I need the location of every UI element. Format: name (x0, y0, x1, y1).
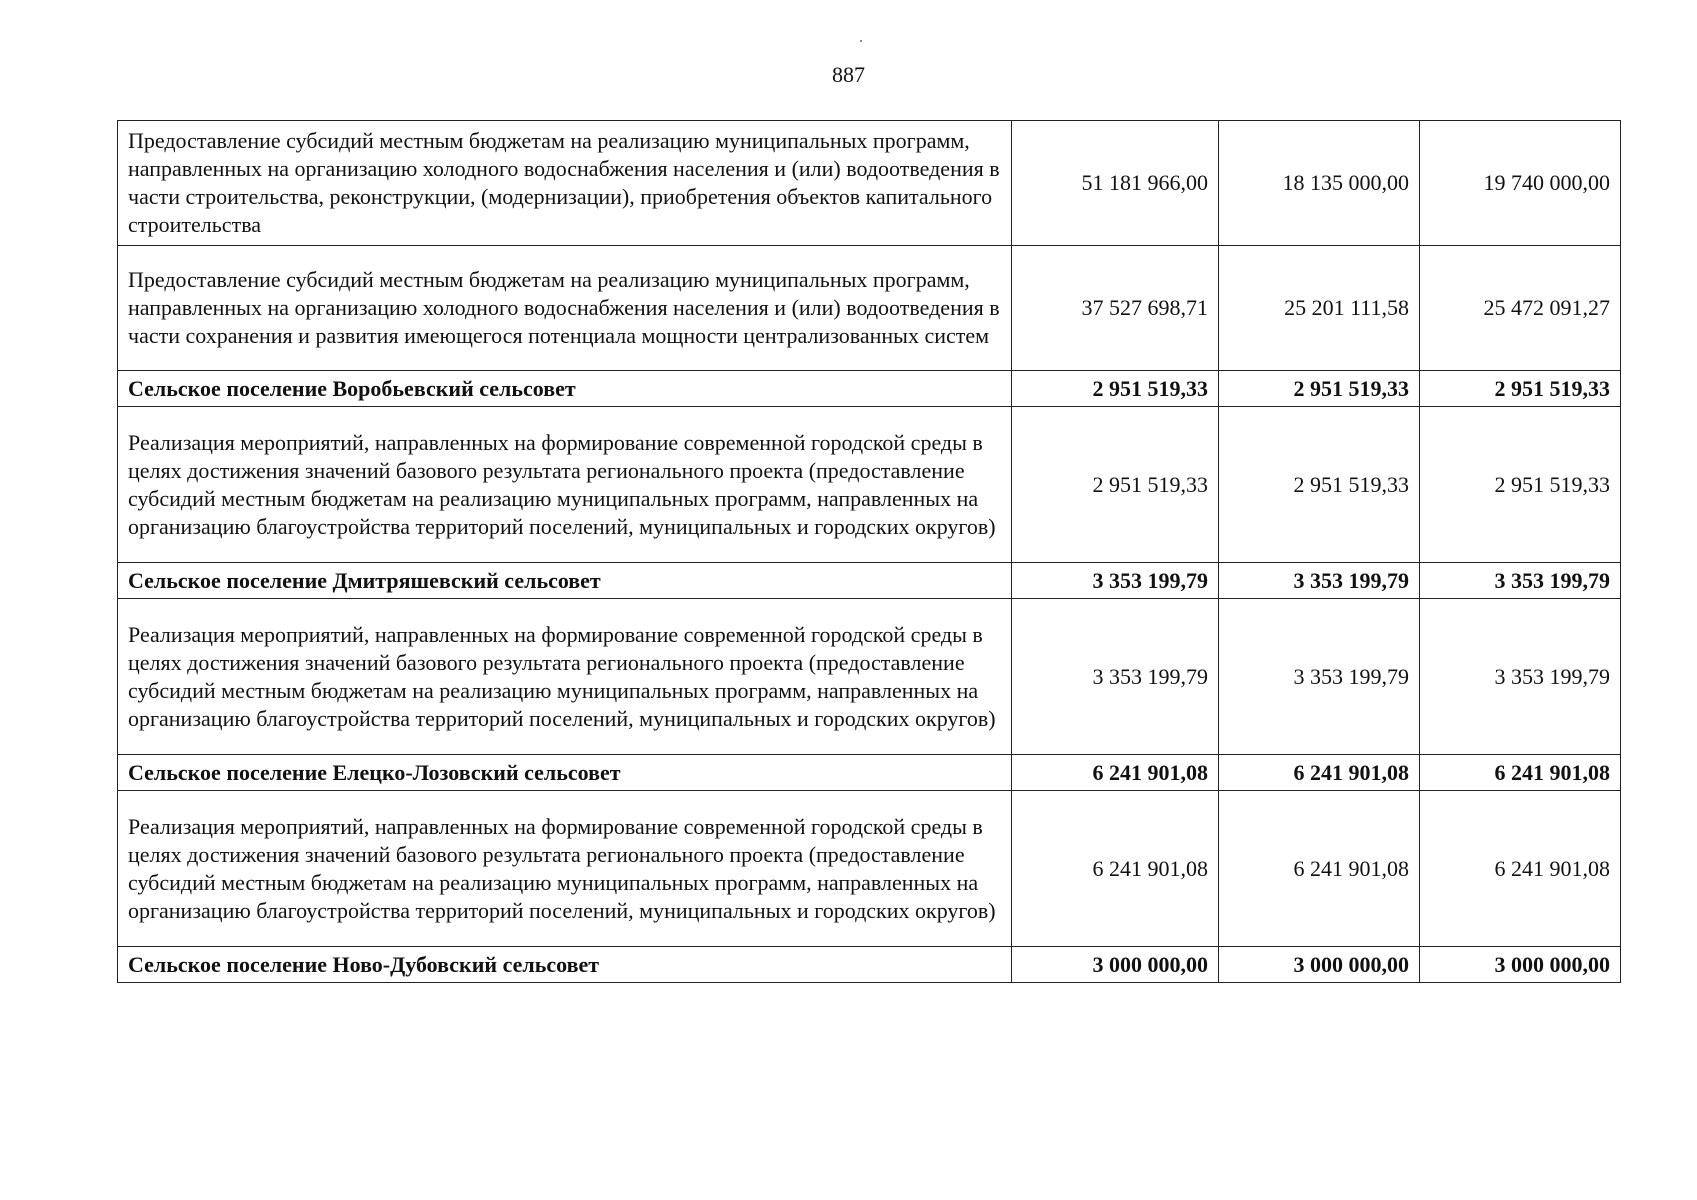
row-value-2: 6 241 901,08 (1219, 791, 1420, 947)
row-value-2: 3 000 000,00 (1219, 947, 1420, 983)
row-value-2: 25 201 111,58 (1219, 246, 1420, 371)
row-value-3: 2 951 519,33 (1420, 407, 1621, 563)
row-value-3: 3 353 199,79 (1420, 599, 1621, 755)
table-row (118, 599, 1621, 755)
row-value-1: 37 527 698,71 (1012, 246, 1219, 371)
table-row (118, 407, 1621, 563)
scan-speck (860, 40, 862, 42)
row-value-1: 3 353 199,79 (1012, 563, 1219, 599)
row-value-2: 3 353 199,79 (1219, 563, 1420, 599)
row-value-3: 6 241 901,08 (1420, 791, 1621, 947)
row-value-3: 19 740 000,00 (1420, 121, 1621, 246)
row-description: Реализация мероприятий, направленных на формирование современной городской среды в целях достижения значений базового результата регионального проекта (предоставление субсидий местным бюджетам на реализацию муниципальных программ, направленных на организацию благоустройства территорий поселений, муниципальных и городских округов) (118, 791, 1012, 947)
row-value-2: 6 241 901,08 (1219, 755, 1420, 791)
budget-table (117, 120, 1621, 983)
row-value-2: 18 135 000,00 (1219, 121, 1420, 246)
row-value-1: 51 181 966,00 (1012, 121, 1219, 246)
table-row-total (118, 947, 1621, 983)
page-number: 887 (832, 62, 865, 87)
row-value-1: 2 951 519,33 (1012, 371, 1219, 407)
table-row (118, 121, 1621, 246)
row-value-1: 3 000 000,00 (1012, 947, 1219, 983)
row-value-3: 3 000 000,00 (1420, 947, 1621, 983)
row-description: Сельское поселение Воробьевский сельсовет (118, 371, 1012, 407)
table-row-total (118, 563, 1621, 599)
row-description: Сельское поселение Ново-Дубовский сельсовет (118, 947, 1012, 983)
row-value-2: 2 951 519,33 (1219, 371, 1420, 407)
row-value-1: 6 241 901,08 (1012, 791, 1219, 947)
table-row-total (118, 755, 1621, 791)
row-value-2: 2 951 519,33 (1219, 407, 1420, 563)
row-description: Реализация мероприятий, направленных на формирование современной городской среды в целях достижения значений базового результата регионального проекта (предоставление субсидий местным бюджетам на реализацию муниципальных программ, направленных на организацию благоустройства территорий поселений, муниципальных и городских округов) (118, 407, 1012, 563)
row-value-3: 25 472 091,27 (1420, 246, 1621, 371)
row-value-3: 6 241 901,08 (1420, 755, 1621, 791)
row-description: Реализация мероприятий, направленных на формирование современной городской среды в целях достижения значений базового результата регионального проекта (предоставление субсидий местным бюджетам на реализацию муниципальных программ, направленных на организацию благоустройства территорий поселений, муниципальных и городских округов) (118, 599, 1012, 755)
row-value-1: 2 951 519,33 (1012, 407, 1219, 563)
row-description: Сельское поселение Дмитряшевский сельсовет (118, 563, 1012, 599)
row-value-3: 2 951 519,33 (1420, 371, 1621, 407)
row-description: Сельское поселение Елецко-Лозовский сельсовет (118, 755, 1012, 791)
row-value-1: 6 241 901,08 (1012, 755, 1219, 791)
table-row (118, 246, 1621, 371)
row-description: Предоставление субсидий местным бюджетам на реализацию муниципальных программ, направленных на организацию холодного водоснабжения населения и (или) водоотведения в части сохранения и развития имеющегося потенциала мощности централизованных систем (118, 246, 1012, 371)
table-row-total (118, 371, 1621, 407)
row-description: Предоставление субсидий местным бюджетам на реализацию муниципальных программ, направленных на организацию холодного водоснабжения населения и (или) водоотведения в части строительства, реконструкции, (модернизации), приобретения объектов капитального строительства (118, 121, 1012, 246)
row-value-2: 3 353 199,79 (1219, 599, 1420, 755)
row-value-3: 3 353 199,79 (1420, 563, 1621, 599)
table-row (118, 791, 1621, 947)
row-value-1: 3 353 199,79 (1012, 599, 1219, 755)
